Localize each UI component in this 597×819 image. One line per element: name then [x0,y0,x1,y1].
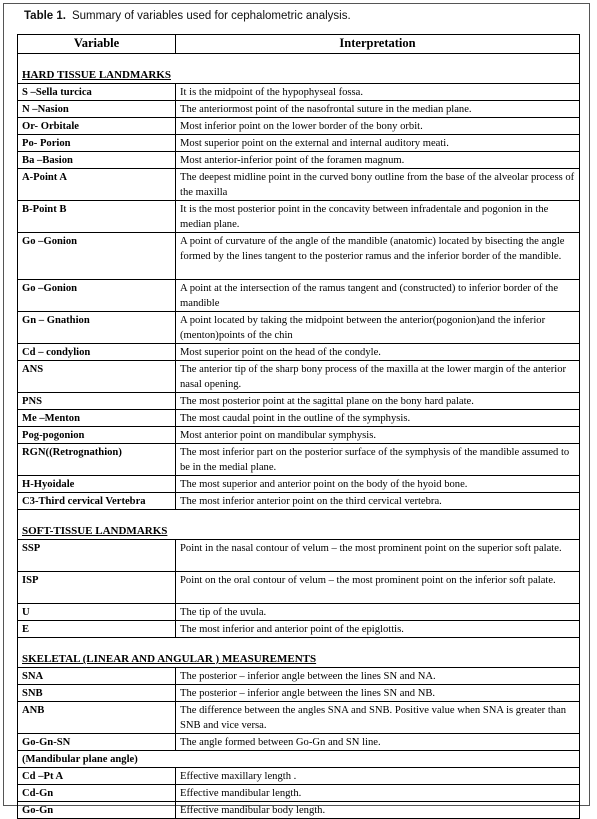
table-row [18,476,580,493]
interpretation-cell: A point at the intersection of the ramus tangent and (constructed) to inferior border of the mandible [176,280,580,312]
variable-cell: Gn – Gnathion [18,312,176,344]
variable-cell: U [18,604,176,621]
variable-cell: E [18,621,176,638]
section-spacer [18,638,580,652]
variable-cell: S –Sella turcica [18,84,176,101]
table-row [18,280,580,312]
interpretation-cell: The anterior tip of the sharp bony process of the maxilla at the lower margin of the anterior nasal opening. [176,361,580,393]
interpretation-cell: The posterior – inferior angle between the lines SN and NB. [176,685,580,702]
header-interpretation: Interpretation [176,35,580,54]
variable-cell: Cd – condylion [18,344,176,361]
table-row [18,785,580,802]
interpretation-cell: Point on the oral contour of velum – the most prominent point on the inferior soft palate. [176,572,580,604]
table-row [18,734,580,751]
variable-cell: ANS [18,361,176,393]
interpretation-cell: The angle formed between Go-Gn and SN line. [176,734,580,751]
interpretation-cell: Most superior point on the external and internal auditory meati. [176,135,580,152]
variable-cell: Cd-Gn [18,785,176,802]
variable-cell: Ba –Basion [18,152,176,169]
table-row [18,410,580,427]
table-row [18,393,580,410]
interpretation-cell: Most anterior point on mandibular symphysis. [176,427,580,444]
interpretation-cell: Most anterior-inferior point of the foramen magnum. [176,152,580,169]
section-spacer-cell [18,54,580,68]
section-title-row [18,523,580,540]
interpretation-cell: The most superior and anterior point on the body of the hyoid bone. [176,476,580,493]
section-title-row [18,67,580,84]
variable-cell: PNS [18,393,176,410]
table-row [18,312,580,344]
variables-table [17,34,580,819]
table-row [18,493,580,510]
variable-cell: SSP [18,540,176,572]
variable-cell: Cd –Pt A [18,768,176,785]
variable-cell: (Mandibular plane angle) [18,751,580,768]
table-row [18,604,580,621]
section-title: SKELETAL (LINEAR AND ANGULAR ) MEASUREMENTS [18,651,580,668]
variable-cell: Go-Gn-SN [18,734,176,751]
variable-cell: Po- Porion [18,135,176,152]
interpretation-cell: The most caudal point in the outline of the symphysis. [176,410,580,427]
interpretation-cell: The tip of the uvula. [176,604,580,621]
interpretation-cell: Most inferior point on the lower border of the bony orbit. [176,118,580,135]
table-row [18,702,580,734]
table-row [18,118,580,135]
section-spacer [18,54,580,68]
table-row [18,685,580,702]
table-caption [24,10,351,22]
table-row [18,621,580,638]
section-title-row [18,651,580,668]
variable-cell: C3-Third cervical Vertebra [18,493,176,510]
interpretation-cell: Effective maxillary length . [176,768,580,785]
table-header-row [18,35,580,54]
interpretation-cell: The posterior – inferior angle between the lines SN and NA. [176,668,580,685]
variable-cell: Or- Orbitale [18,118,176,135]
interpretation-cell: Effective mandibular length. [176,785,580,802]
interpretation-cell: It is the most posterior point in the concavity between infradentale and pogonion in the median plane. [176,201,580,233]
table-row [18,84,580,101]
table-row [18,344,580,361]
table-row [18,201,580,233]
variable-cell: Pog-pogonion [18,427,176,444]
variable-cell: Go –Gonion [18,233,176,280]
variable-cell: A-Point A [18,169,176,201]
variable-cell: SNB [18,685,176,702]
section-spacer [18,510,580,524]
interpretation-cell: The most inferior and anterior point of the epiglottis. [176,621,580,638]
section-title: HARD TISSUE LANDMARKS [18,67,580,84]
interpretation-cell: The difference between the angles SNA and SNB. Positive value when SNA is greater than SNB and vice versa. [176,702,580,734]
table-row [18,427,580,444]
section-spacer-cell [18,638,580,652]
variable-cell: ISP [18,572,176,604]
caption-label: Table 1. [24,10,66,22]
table-row [18,572,580,604]
interpretation-cell: Effective mandibular body length. [176,802,580,819]
section-spacer-cell [18,510,580,524]
table-row [18,768,580,785]
variable-cell: Me –Menton [18,410,176,427]
variable-cell: SNA [18,668,176,685]
variable-cell: N –Nasion [18,101,176,118]
interpretation-cell: It is the midpoint of the hypophyseal fossa. [176,84,580,101]
variable-cell: ANB [18,702,176,734]
interpretation-cell: The most inferior anterior point on the third cervical vertebra. [176,493,580,510]
interpretation-cell: The anteriormost point of the nasofrontal suture in the median plane. [176,101,580,118]
variable-cell: Go-Gn [18,802,176,819]
table-row [18,802,580,819]
interpretation-cell: Point in the nasal contour of velum – the most prominent point on the superior soft palate. [176,540,580,572]
table-row [18,668,580,685]
interpretation-cell: The most posterior point at the sagittal plane on the bony hard palate. [176,393,580,410]
variable-cell: Go –Gonion [18,280,176,312]
interpretation-cell: A point of curvature of the angle of the mandible (anatomic) located by bisecting the angle formed by the lines tangent to the posterior ramus and the inferior border of the mandible. [176,233,580,280]
caption-text: Summary of variables used for cephalometric analysis. [71,10,351,22]
table-row [18,152,580,169]
table-row [18,361,580,393]
table-row [18,169,580,201]
interpretation-cell: A point located by taking the midpoint between the anterior(pogonion)and the inferior (menton)points of the chin [176,312,580,344]
table-row [18,540,580,572]
table-row [18,233,580,280]
table-row [18,444,580,476]
variable-cell: H-Hyoidale [18,476,176,493]
table-row [18,135,580,152]
table-row [18,751,580,768]
interpretation-cell: Most superior point on the head of the condyle. [176,344,580,361]
interpretation-cell: The deepest midline point in the curved bony outline from the base of the alveolar process of the maxilla [176,169,580,201]
interpretation-cell: The most inferior part on the posterior surface of the symphysis of the mandible assumed to be in the medial plane. [176,444,580,476]
variable-cell: RGN((Retrognathion) [18,444,176,476]
table-body [18,54,580,819]
variable-cell: B-Point B [18,201,176,233]
header-variable: Variable [18,35,176,54]
table-row [18,101,580,118]
section-title: SOFT-TISSUE LANDMARKS [18,523,580,540]
